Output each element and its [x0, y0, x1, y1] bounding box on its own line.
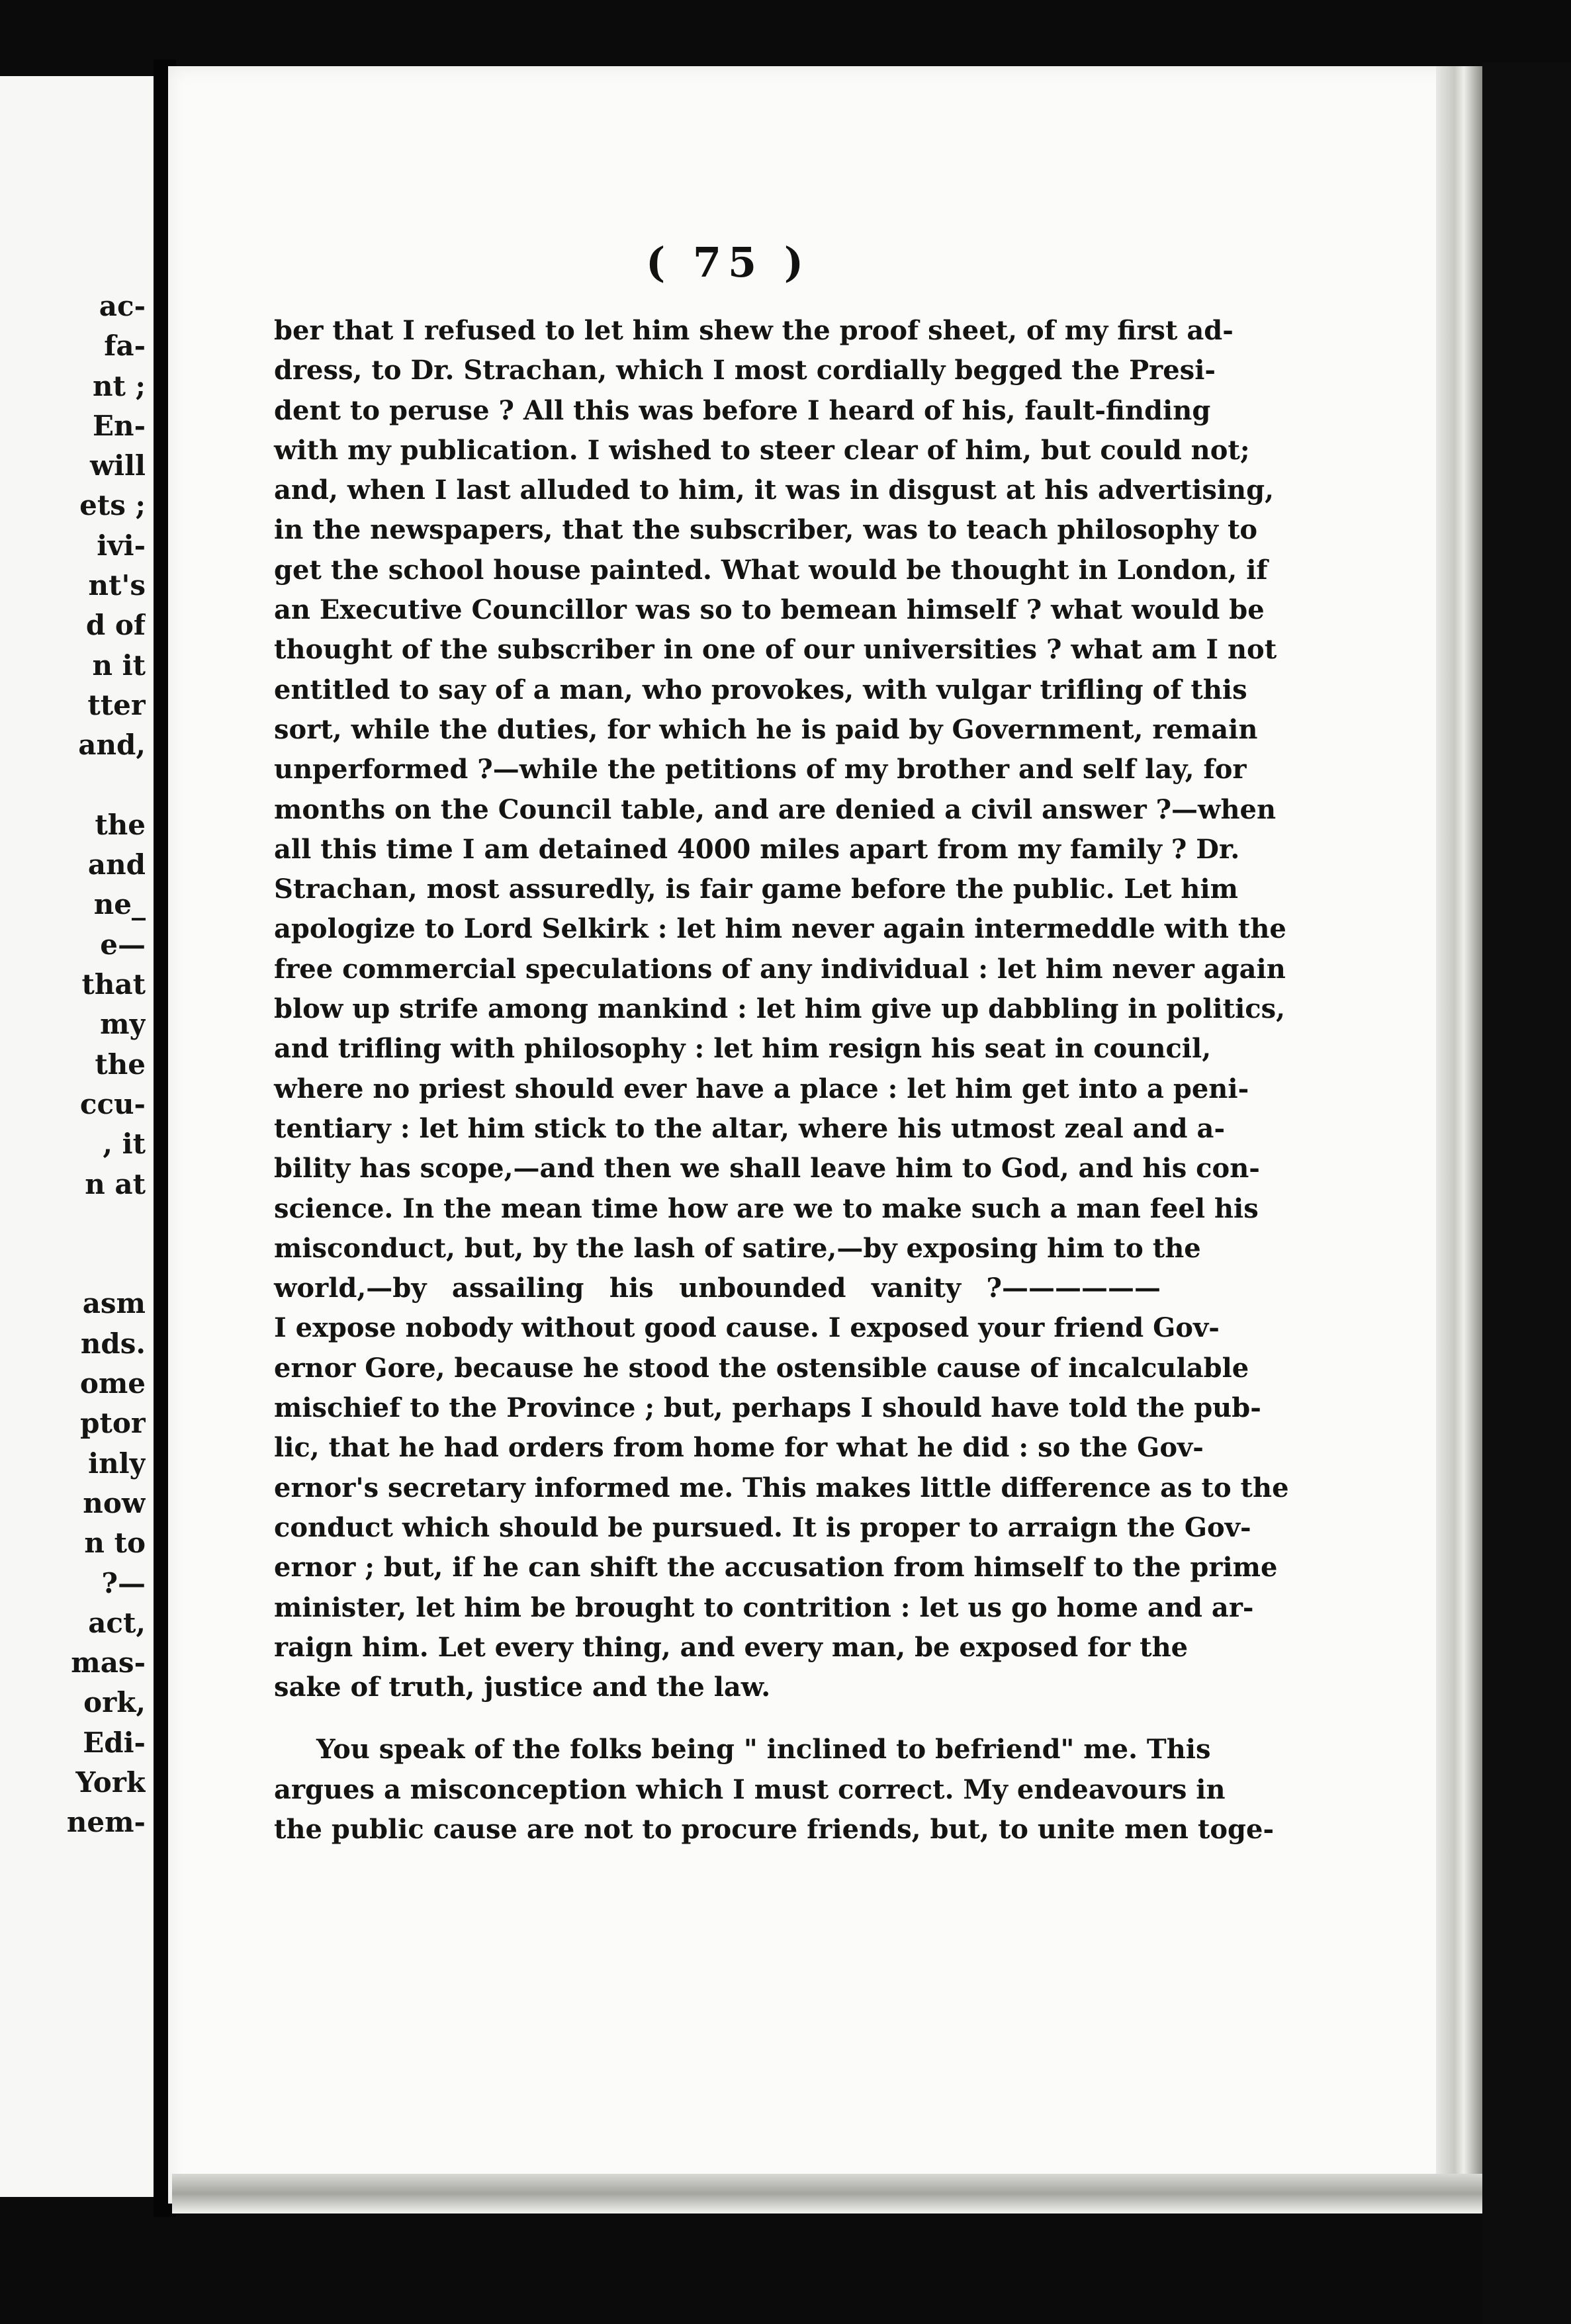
- text-line: blow up strife among mankind : let him give up dabbling in politics,: [274, 993, 1286, 1025]
- left-page-fragment: d of: [85, 609, 146, 642]
- left-page-fragment: that: [81, 968, 146, 1001]
- left-page-text-fragments: [0, 287, 146, 1843]
- text-line: You speak of the folks being " inclined to befriend" me. This: [316, 1734, 1211, 1765]
- left-page-fragment: inly: [88, 1447, 146, 1480]
- left-page-fragment: ptor: [80, 1407, 146, 1440]
- left-page-fragment: [0, 1204, 146, 1244]
- text-line: ernor's secretary informed me. This makes little difference as to the: [274, 1472, 1289, 1503]
- text-line: Strachan, most assuredly, is fair game before the public. Let him: [274, 873, 1238, 905]
- text-line: sort, while the duties, for which he is paid by Government, remain: [274, 713, 1258, 745]
- text-line: get the school house painted. What would be thought in London, if: [274, 554, 1268, 586]
- text-line: unperformed ?—while the petitions of my brother and self lay, for: [274, 754, 1247, 785]
- left-page-fragment: and: [87, 848, 146, 881]
- left-page-fragment: ome: [79, 1367, 146, 1400]
- left-page-fragment: n to: [84, 1527, 146, 1560]
- left-page-fragment: nt ;: [92, 369, 146, 402]
- left-page-fragment: the: [95, 808, 146, 841]
- text-line: ernor ; but, if he can shift the accusation from himself to the prime: [274, 1552, 1278, 1584]
- text-line: ber that I refused to let him shew the proof sheet, of my first ad-: [274, 315, 1234, 346]
- text-line: conduct which should be pursued. It is proper to arraign the Gov-: [274, 1511, 1251, 1543]
- left-page-fragment: ?—: [101, 1566, 146, 1599]
- left-page-fragment: asm: [82, 1287, 146, 1320]
- text-line: the public cause are not to procure friends, but, to unite men toge-: [274, 1813, 1275, 1845]
- text-line: bility has scope,—and then we shall leave him to God, and his con-: [274, 1153, 1260, 1184]
- text-line: apologize to Lord Selkirk : let him never again intermeddle with the: [274, 913, 1286, 945]
- left-page-fragment: act,: [88, 1606, 146, 1639]
- text-line: argues a misconception which I must correct. My endeavours in: [274, 1773, 1226, 1805]
- left-page-fragment: [0, 1244, 146, 1284]
- paragraph-1: [274, 311, 1289, 1707]
- text-line: lic, that he had orders from home for what he did : so the Gov-: [274, 1432, 1204, 1464]
- left-page-fragment: will: [89, 449, 146, 482]
- text-line: dress, to Dr. Strachan, which I most cordially begged the Presi-: [274, 355, 1216, 386]
- text-line: dent to peruse ? All this was before I heard of his, fault-finding: [274, 394, 1211, 426]
- text-line: ernor Gore, because he stood the ostensible cause of incalculable: [274, 1352, 1249, 1384]
- text-line: months on the Council table, and are denied a civil answer ?—when: [274, 793, 1277, 825]
- text-line: misconduct, but, by the lash of satire,—by exposing him to the: [274, 1232, 1201, 1264]
- left-page-fragment: nds.: [80, 1327, 146, 1360]
- text-line: thought of the subscriber in one of our universities ? what am I not: [274, 634, 1277, 666]
- left-page-fragment: mas-: [71, 1646, 146, 1679]
- left-page-fragment: n it: [92, 648, 146, 682]
- text-line: mischief to the Province ; but, perhaps I should have told the pub-: [274, 1392, 1261, 1424]
- left-page-fragment: Edi-: [83, 1726, 146, 1759]
- left-page-fragment: nt's: [88, 569, 146, 602]
- left-page-fragment: ne_: [93, 888, 146, 921]
- text-line: in the newspapers, that the subscriber, was to teach philosophy to: [274, 514, 1258, 546]
- left-page-fragment: York: [75, 1765, 146, 1799]
- text-line: science. In the mean time how are we to make such a man feel his: [274, 1192, 1259, 1224]
- text-line: all this time I am detained 4000 miles apart from my family ? Dr.: [274, 833, 1240, 865]
- body-text: [274, 311, 1289, 1850]
- text-line: with my publication. I wished to steer clear of him, but could not;: [274, 434, 1250, 466]
- left-page-fragment: fa-: [104, 330, 146, 363]
- page-number: ( 75 ): [645, 238, 811, 287]
- left-page-fragment: [0, 766, 146, 805]
- left-page-fragment: the: [95, 1048, 146, 1081]
- text-line: I expose nobody without good cause. I exposed your friend Gov-: [274, 1312, 1220, 1344]
- left-page-fragment: ork,: [83, 1686, 146, 1719]
- text-line: tentiary : let him stick to the altar, where his utmost zeal and a-: [274, 1112, 1226, 1144]
- paragraph-gap: [274, 1707, 1161, 1730]
- text-line: where no priest should ever have a place : let him get into a peni-: [274, 1073, 1249, 1104]
- left-page-fragment: n at: [85, 1167, 146, 1200]
- text-line: raign him. Let every thing, and every man, be exposed for the: [274, 1631, 1189, 1663]
- left-page-fragment: ccu-: [79, 1087, 146, 1120]
- left-page: [0, 76, 156, 2197]
- left-page-fragment: and,: [78, 729, 146, 762]
- text-line: an Executive Councillor was so to bemean himself ? what would be: [274, 594, 1265, 626]
- text-line: minister, let him be brought to contrition : let us go home and ar-: [274, 1591, 1254, 1623]
- left-page-fragment: , it: [103, 1128, 146, 1161]
- page-edge-shading: [1436, 66, 1482, 2204]
- left-page-fragment: En-: [93, 409, 146, 442]
- scan-border: [1482, 63, 1571, 2324]
- left-page-fragment: e—: [100, 928, 146, 961]
- left-page-fragment: now: [83, 1486, 146, 1519]
- text-line: free commercial speculations of any individual : let him never again: [274, 953, 1286, 985]
- paragraph-2: [274, 1730, 1275, 1850]
- left-page-fragment: ivi-: [97, 529, 146, 562]
- left-page-fragment: ets ;: [79, 489, 146, 522]
- left-page-fragment: ac-: [99, 290, 146, 322]
- text-line: sake of truth, justice and the law.: [274, 1672, 771, 1703]
- page-bottom-edge: [172, 2174, 1489, 2213]
- text-line: world,—by assailing his unbounded vanity ?——————: [274, 1273, 1161, 1304]
- text-line: entitled to say of a man, who provokes, with vulgar trifling of this: [274, 674, 1247, 705]
- text-line: and trifling with philosophy : let him resign his seat in council,: [274, 1033, 1212, 1065]
- text-line: and, when I last alluded to him, it was in disgust at his advertising,: [274, 474, 1275, 506]
- left-page-fragment: my: [100, 1008, 146, 1041]
- left-page-fragment: nem-: [66, 1806, 146, 1839]
- left-page-fragment: tter: [87, 688, 146, 721]
